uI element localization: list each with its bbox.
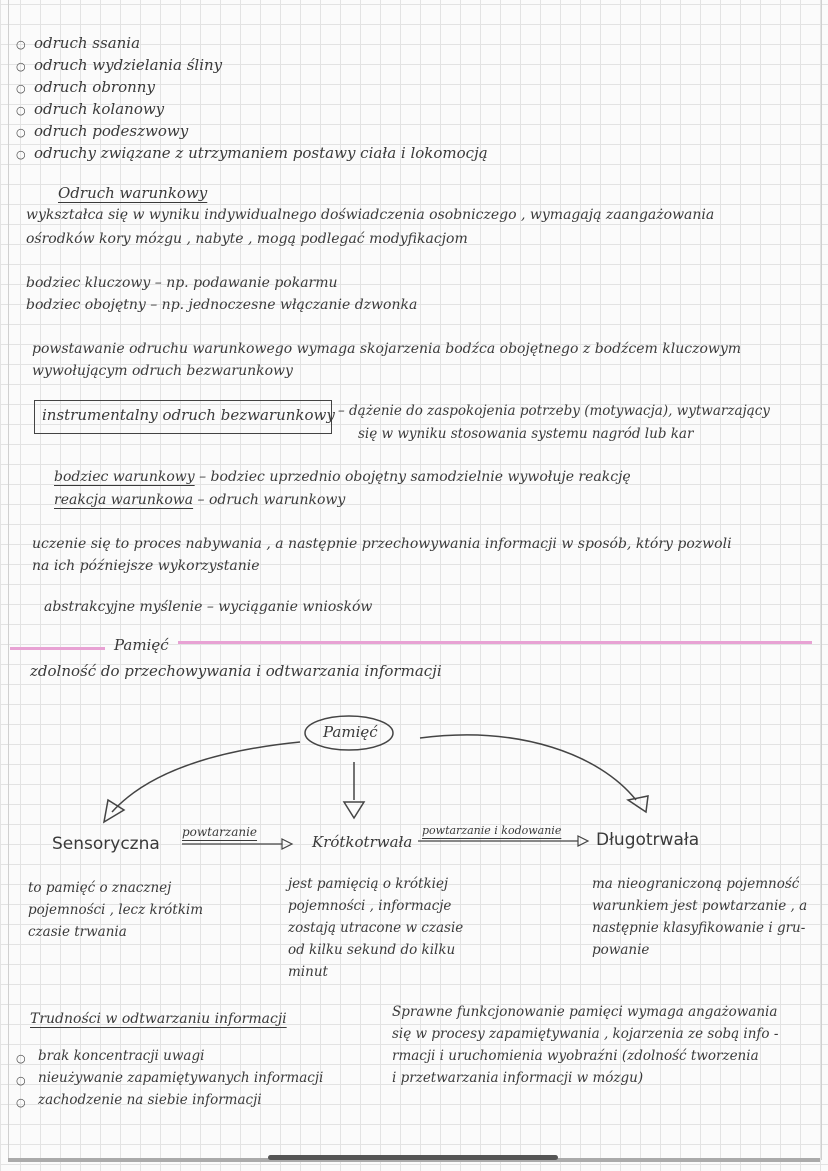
home-indicator[interactable]	[268, 1155, 558, 1160]
efficient-memory-line: rmacji i uruchomienia wyobraźni (zdolność tworzenia	[392, 1048, 759, 1064]
sensory-desc-line: to pamięć o znacznej	[28, 880, 172, 896]
short-desc-line: od kilku sekund do kilku	[288, 942, 456, 958]
efficient-memory-line: i przetwarzania informacji w mózgu)	[392, 1070, 644, 1086]
instrumental-def-line1: – dążenie do zaspokojenia potrzeby (motywacja), wytwarzający	[338, 403, 770, 419]
short-desc-line: pojemności , informacje	[288, 898, 452, 914]
memory-definition: zdolność do przechowywania i odtwarzania informacji	[30, 662, 442, 680]
list-item: odruch podeszwowy	[34, 122, 189, 140]
arrow2-label: powtarzanie i kodowanie	[422, 824, 562, 837]
abstract-thinking: abstrakcyjne myślenie – wyciąganie wniosków	[44, 599, 373, 615]
arrowhead-long	[628, 796, 648, 812]
long-desc-line: ma nieograniczoną pojemność	[592, 876, 800, 892]
arrowhead-sensory-short	[282, 839, 292, 849]
efficient-memory-line: się w procesy zapamiętywania , kojarzenia ze sobą info -	[392, 1026, 779, 1042]
long-term-label: Długotrwała	[596, 830, 700, 850]
cond-reaction-term: reakcja warunkowa	[54, 492, 194, 508]
bullet-icon: ○	[16, 126, 26, 139]
bullet-icon: ○	[16, 38, 26, 51]
short-term-label: Krótkotrwała	[312, 833, 413, 851]
arrowhead-short	[344, 802, 364, 818]
long-desc-line: następnie klasyfikowanie i gru-	[592, 920, 806, 936]
sensory-label: Sensoryczna	[52, 834, 160, 854]
learning-line1: uczenie się to proces nabywania , a następnie przechowywania informacji w sposób, który pozwoli	[32, 536, 732, 552]
bullet-icon: ○	[16, 148, 26, 161]
efficient-memory-line: Sprawne funkcjonowanie pamięci wymaga angażowania	[392, 1004, 778, 1020]
list-item: odruch kolanowy	[34, 100, 165, 118]
bullet-icon: ○	[16, 104, 26, 117]
short-desc-line: zostają utracone w czasie	[288, 920, 464, 936]
difficulty-item: zachodzenie na siebie informacji	[38, 1092, 262, 1108]
cond-stimulus-def: – bodziec uprzednio obojętny samodzielnie wywołuje reakcję	[194, 469, 631, 485]
conditioned-desc-line2: ośrodków kory mózgu , nabyte , mogą podlegać modyfikacjom	[26, 231, 468, 247]
conditioned-heading: Odruch warunkowy	[58, 184, 208, 202]
bullet-icon: ○	[16, 1052, 26, 1065]
arrow-to-sensory	[112, 742, 300, 812]
difficulties-heading: Trudności w odtwarzaniu informacji	[30, 1011, 287, 1027]
arrow-to-long	[420, 735, 636, 800]
bullet-icon: ○	[16, 60, 26, 73]
instrumental-def-line2: się w wyniku stosowania systemu nagród lub kar	[358, 426, 694, 442]
cond-reaction-def: – odruch warunkowy	[193, 492, 346, 508]
long-desc-line: warunkiem jest powtarzanie , a	[592, 898, 808, 914]
bullet-icon: ○	[16, 1096, 26, 1109]
neutral-stimulus: bodziec obojętny – np. jednoczesne włączanie dzwonka	[26, 297, 418, 313]
list-item: odruch ssania	[34, 34, 141, 52]
bullet-icon: ○	[16, 1074, 26, 1087]
instrumental-label: instrumentalny odruch bezwarunkowy	[42, 406, 335, 424]
list-item: odruch wydzielania śliny	[34, 56, 223, 74]
cond-stimulus-term: bodziec warunkowy	[54, 469, 195, 485]
bullet-icon: ○	[16, 82, 26, 95]
sensory-desc-line: pojemności , lecz krótkim	[28, 902, 204, 918]
short-desc-line: jest pamięcią o krótkiej	[288, 876, 449, 892]
center-node: Pamięć	[323, 723, 378, 741]
learning-line2: na ich późniejsze wykorzystanie	[32, 558, 260, 574]
list-item: odruch obronny	[34, 78, 155, 96]
conditioned-desc-line1: wykształca się w wyniku indywidualnego doświadczenia osobniczego , wymagają zaangażowania	[26, 207, 715, 223]
short-desc-line: minut	[288, 964, 328, 980]
key-stimulus: bodziec kluczowy – np. podawanie pokarmu	[26, 275, 338, 291]
formation-line1: powstawanie odruchu warunkowego wymaga skojarzenia bodźca obojętnego z bodźcem kluczowym	[32, 341, 742, 357]
formation-line2: wywołującym odruch bezwarunkowy	[32, 363, 293, 379]
arrow1-label: powtarzanie	[182, 825, 258, 839]
difficulty-item: brak koncentracji uwagi	[38, 1048, 205, 1064]
list-item: odruchy związane z utrzymaniem postawy ciała i lokomocją	[34, 144, 488, 162]
memory-section-title: Pamięć	[114, 636, 169, 654]
long-desc-line: powanie	[592, 942, 650, 958]
difficulty-item: nieużywanie zapamiętywanych informacji	[38, 1070, 324, 1086]
sensory-desc-line: czasie trwania	[28, 924, 127, 940]
arrowhead-short-long	[578, 836, 588, 846]
